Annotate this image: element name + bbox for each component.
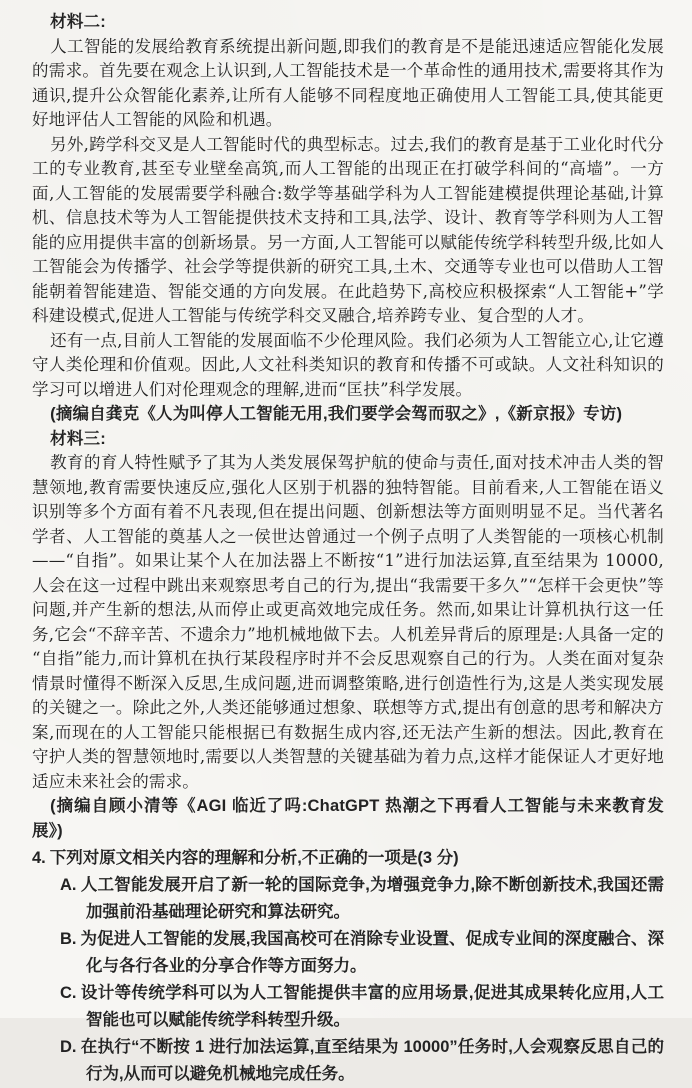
question-4-option-a <box>32 872 664 926</box>
question-4-section <box>32 845 664 1088</box>
material-3-section <box>32 427 664 844</box>
option-a-text: 人工智能发展开启了新一轮的国际竞争,为增强竞争力,除不断创新技术,我国还需加强前沿基础理论研究和算法研究。 <box>80 876 664 921</box>
question-4-number: 4. <box>32 849 46 867</box>
material-2-paragraph-3: 还有一点,目前人工智能的发展面临不少伦理风险。我们必须为人工智能立心,让它遵守人类伦理和价值观。因此,人文社科类知识的教育和传播不可或缺。人文社科知识的学习可以增进人们对伦理观念的理解,进而“匡扶”科学发展。 <box>32 330 664 399</box>
material-3-heading: 材料三: <box>50 429 106 448</box>
option-c-label: C. <box>60 984 77 1002</box>
material-3-attribution: (摘编自顾小清等《AGI 临近了吗:ChatGPT 热潮之下再看人工智能与未来教育发展》) <box>32 797 664 840</box>
material-2-attribution: (摘编自龚克《人为叫停人工智能无用,我们要学会驾而驭之》,《新京报》专访) <box>50 405 623 423</box>
material-2-paragraph-2: 另外,跨学科交叉是人工智能时代的典型标志。过去,我们的教育是基于工业化时代分工的专业教育,甚至专业壁垒高筑,而人工智能的出现正在打破学科间的“高墙”。一方面,人工智能的发展需要学科融合:数学等基础学科为人工智能建模提供理论基础,计算机、信息技术等为人工智能提供技术支持和工具,法学、设计、教育等学科则为人工智能的应用提供丰富的创新场景。另一方面,人工智能可以赋能传统学科转型升级,比如人工智能会为传播学、社会学等提供新的研究工具,土木、交通等专业也可以借助人工智能朝着智能建造、智能交通的方向发展。在此趋势下,高校应积极探索“人工智能+”学科建设模式,促进人工智能与传统学科交叉融合,培养跨专业、复合型的人才。 <box>32 134 664 325</box>
material-2-section <box>32 10 664 427</box>
question-4-option-d <box>32 1034 664 1088</box>
question-4-option-c <box>32 980 664 1034</box>
material-3-paragraph-1: 教育的育人特性赋予了其为人类发展保驾护航的使命与责任,面对技术冲击人类的智慧领地,教育需要快速反应,强化人区别于机器的独特智能。目前看来,人工智能在语义识别等多个方面有着不凡表现,但在提出问题、创新想法等方面则明显不足。当代著名学者、人工智能的奠基人之一侯世达曾通过一个例子点明了人类智能的一项核心机制——“自指”。如果让某个人在加法器上不断按“1”进行加法运算,直至结果为 10000,人会在这一过程中跳出来观察思考自己的行为,提出“我需要干多久”“怎样干会更快”等问题,并产生新的想法,从而停止或更高效地完成任务。然而,如果让计算机执行这一任务,它会“不辞辛苦、不遗余力”地机械地做下去。人机差异背后的原理是:人具备一定的“自指”能力,而计算机在执行某段程序时并不会反思观察自己的行为。人类在面对复杂情景时懂得不断深入反思,生成问题,进而调整策略,进行创造性行为,这是人类实现发展的关键之一。除此之外,人类还能够通过想象、联想等方式,提出有创意的思考和解决方案,而现在的人工智能只能根据已有数据生成内容,还无法产生新的想法。因此,教育在守护人类的智慧领地时,需要以人类智慧的关键基础为着力点,这样才能保证人才更好地适应未来社会的需求。 <box>32 453 664 791</box>
material-2-heading: 材料二: <box>50 13 106 31</box>
option-a-label: A. <box>60 876 77 894</box>
option-c-text: 设计等传统学科可以为人工智能提供丰富的应用场景,促进其成果转化应用,人工智能也可以赋能传统学科转型升级。 <box>80 984 664 1029</box>
question-4-option-b <box>32 926 664 980</box>
option-d-label: D. <box>60 1038 77 1056</box>
question-4-stem <box>32 845 664 872</box>
option-b-text: 为促进人工智能的发展,我国高校可在消除专业设置、促成专业间的深度融合、深化与各行各业的分享合作等方面努力。 <box>80 930 664 975</box>
material-2-paragraph-1: 人工智能的发展给教育系统提出新问题,即我们的教育是不是能迅速适应智能化发展的需求。首先要在观念上认识到,人工智能技术是一个革命性的通用技术,需要将其作为通识,提升公众智能化素养,让所有人能够不同程度地正确使用人工智能工具,使其能更好地评估人工智能的风险和机遇。 <box>32 36 664 129</box>
option-b-label: B. <box>60 930 77 948</box>
question-4-stem-text: 下列对原文相关内容的理解和分析,不正确的一项是(3 分) <box>49 849 459 867</box>
option-d-text: 在执行“不断按 1 进行加法运算,直至结果为 10000”任务时,人会观察反思自己的行为,从而可以避免机械地完成任务。 <box>80 1038 664 1083</box>
